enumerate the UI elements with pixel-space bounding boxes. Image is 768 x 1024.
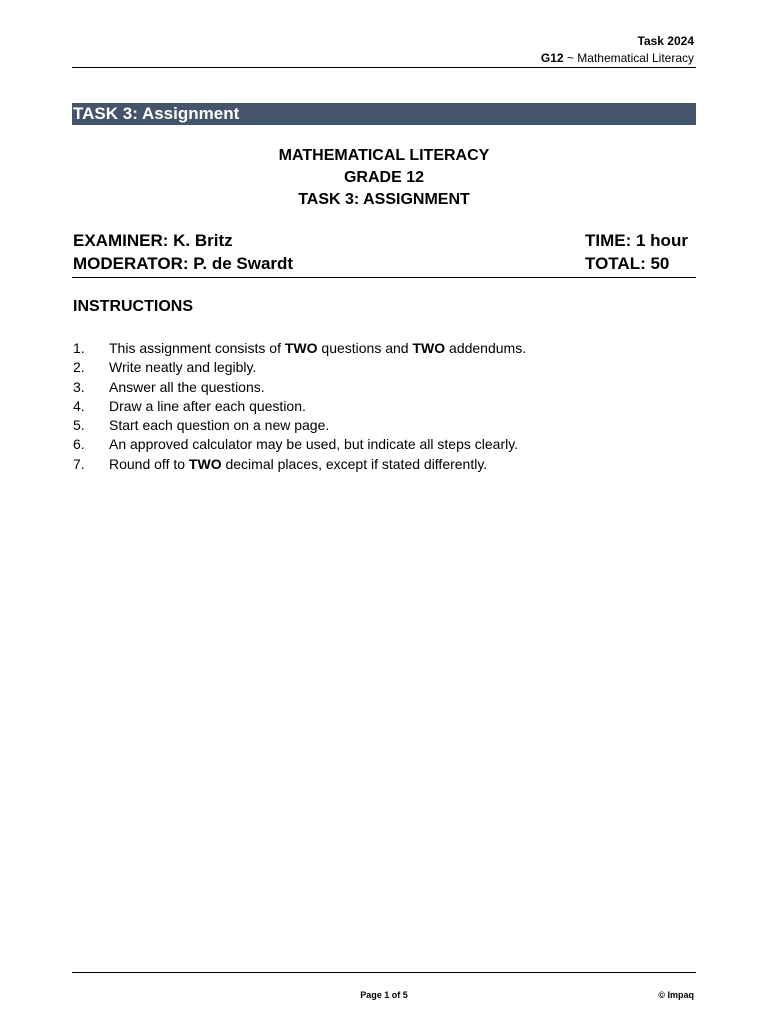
instruction-text-part: questions and [317,340,413,356]
instruction-text-part: Round off to [109,455,189,472]
instructions-heading: INSTRUCTIONS [73,298,193,315]
instruction-text [109,397,306,416]
instruction-number: 7. [73,455,85,472]
header-task-year: Task 2024 [637,34,694,48]
instructions-list [73,339,526,474]
instruction-text-part: This assignment consists of [109,340,285,356]
meta-divider [72,277,696,278]
page-prefix: Page [360,990,385,1000]
instruction-text [109,339,526,358]
instruction-text-part: Answer all the questions. [109,378,265,395]
header-divider [72,67,696,68]
page-header [541,33,694,67]
instruction-text-part: Write neatly and legibly. [109,359,257,376]
meta-row-examiner [73,231,695,251]
document-title [72,145,696,211]
instruction-item [73,339,526,358]
section-title-bar: TASK 3: Assignment [72,103,696,125]
header-subject-name: ~ Mathematical Literacy [563,51,694,65]
page-of: of [389,990,403,1000]
footer-divider [72,972,696,973]
header-subject [541,50,694,67]
instruction-number: 4. [73,397,85,414]
instruction-text [109,358,256,377]
instruction-number: 6. [73,436,85,453]
instruction-item [73,416,526,435]
meta-row-moderator [73,254,695,274]
instruction-number: 1. [73,340,85,356]
instruction-number: 2. [73,359,85,376]
title-grade: GRADE 12 [343,169,425,186]
instruction-emphasis: TWO [188,455,222,472]
copyright: © Impaq [658,990,694,1000]
instruction-item [73,358,526,377]
title-subject: MATHEMATICAL LITERACY [278,147,490,164]
instruction-text [109,455,487,474]
instruction-item [73,455,526,474]
instruction-number: 5. [73,417,85,434]
instruction-text [109,435,518,454]
instruction-text-part: An approved calculator may be used, but indicate all steps clearly. [109,436,519,453]
instruction-item [73,378,526,397]
instruction-text-part: addendums. [445,340,527,356]
header-grade: G12 [540,51,564,65]
title-task: TASK 3: ASSIGNMENT [298,191,470,208]
instruction-number: 3. [73,378,85,395]
instruction-text-part: Draw a line after each question. [109,397,306,414]
time-label: TIME: 1 hour [585,231,688,250]
examiner-label: EXAMINER: K. Britz [73,231,233,250]
page-number [0,990,768,1000]
instruction-text [109,378,265,397]
instruction-text-part: Start each question on a new page. [109,417,330,434]
instruction-emphasis: TWO [412,340,446,356]
instruction-item [73,435,526,454]
page-current: 1 [384,990,390,1000]
instruction-text-part: decimal places, except if stated differently. [221,455,488,472]
instruction-emphasis: TWO [284,340,318,356]
moderator-label: MODERATOR: P. de Swardt [73,254,294,273]
page-total: 5 [402,990,408,1000]
instruction-item [73,397,526,416]
instruction-text [109,416,329,435]
total-label: TOTAL: 50 [585,254,670,273]
